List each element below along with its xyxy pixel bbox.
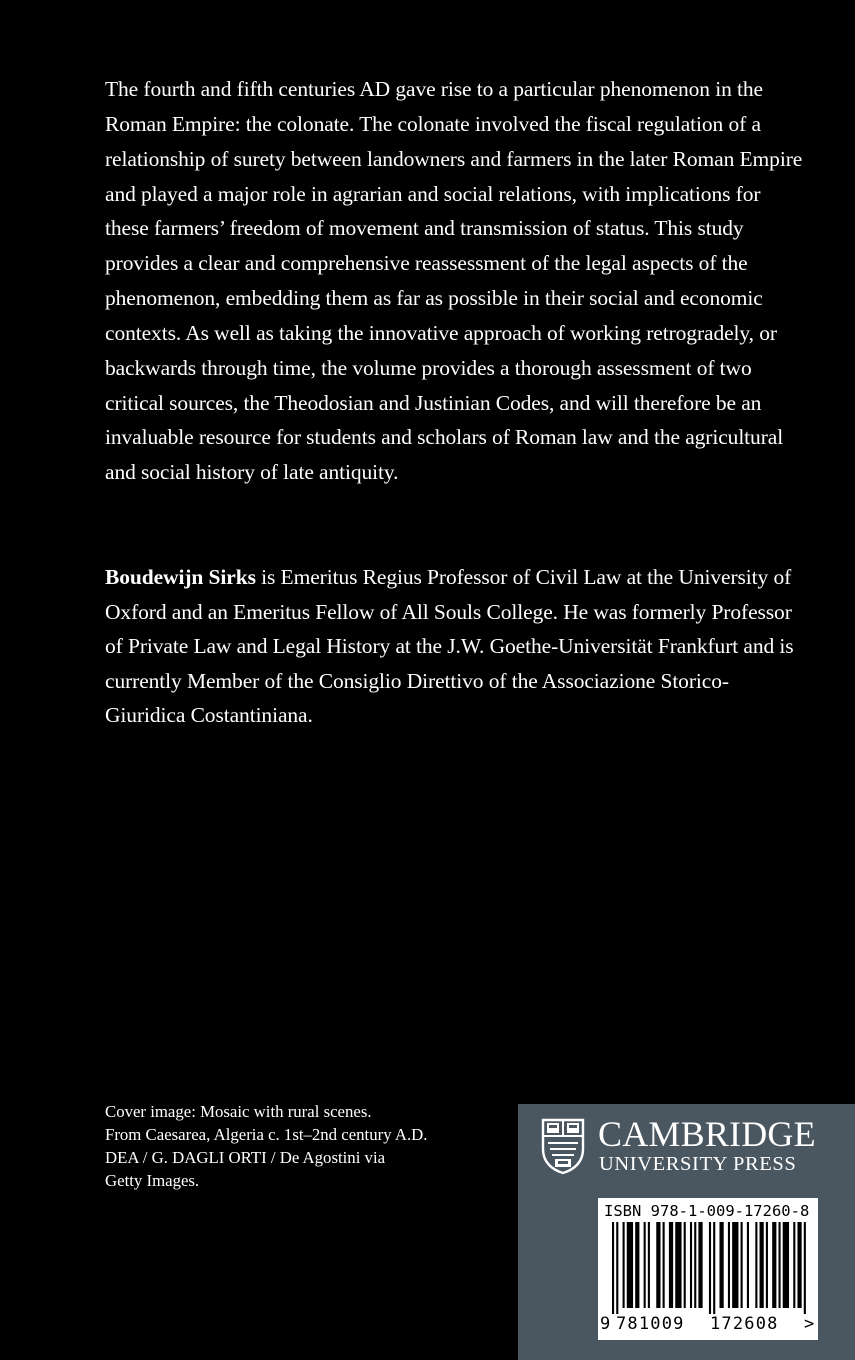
credit-line: Cover image: Mosaic with rural scenes. <box>105 1102 372 1121</box>
barcode-bar <box>755 1222 757 1308</box>
barcode-bar <box>644 1222 646 1308</box>
isbn-label: ISBN 978-1-009-17260-8 <box>604 1202 810 1220</box>
barcode-digit-group-right: 172608 <box>710 1314 779 1334</box>
credit-line: From Caesarea, Algeria c. 1st–2nd century A.D. <box>105 1125 428 1144</box>
barcode-bar <box>656 1222 660 1308</box>
barcode-bar <box>804 1222 806 1314</box>
publisher-name: CAMBRIDGE <box>598 1114 816 1154</box>
author-name: Boudewijn Sirks <box>105 565 256 589</box>
barcode-bar <box>760 1222 764 1308</box>
cover-credits <box>105 1100 505 1192</box>
barcode-digits <box>598 1310 818 1338</box>
barcode-bar <box>719 1222 723 1308</box>
publisher-subline: UNIVERSITY PRESS <box>599 1153 797 1175</box>
barcode-bar <box>684 1222 686 1308</box>
barcode-bar <box>778 1222 780 1308</box>
barcode-bar <box>698 1222 702 1308</box>
barcode-bar <box>694 1222 696 1308</box>
book-description: The fourth and fifth centuries AD gave rise to a particular phenomenon in the Roman Empire: the colonate. The colonate involved the fiscal regulation of a relationship of surety between landowners and farmers in the later Roman Empire and played a major role in agrarian and social relations, with implications for these farmers’ freedom of movement and transmission of status. This study provides a clear and comprehensive reassessment of the legal aspects of the phenomenon, embedding them as far as possible in their social and economic contexts. As well as taking the innovative approach of working retrogradely, or backwards through time, the volume provides a thorough assessment of two critical sources, the Theodosian and Justinian Codes, and will therefore be an invaluable resource for students and scholars of Roman law and the agricultural and social history of late antiquity. <box>105 77 803 485</box>
barcode-bar <box>669 1222 673 1308</box>
barcode-bar <box>741 1222 743 1308</box>
author-bio-text: is Emeritus Regius Professor of Civil Law at the University of Oxford and an Emeritus Fellow of All Souls College. He was formerly Professor of Private Law and Legal History at the J.W. Goethe-Universität Frankfurt and is currently Member of the Consiglio Direttivo of the Associazione Storico-Giuridica Costantiniana. <box>105 565 794 727</box>
barcode-bar <box>635 1222 639 1308</box>
barcode-bar <box>728 1222 730 1308</box>
barcode-end-marker: > <box>804 1314 815 1334</box>
barcode-bar <box>612 1222 614 1314</box>
barcode-bar <box>675 1222 681 1308</box>
barcode-bar <box>690 1222 692 1308</box>
barcode-bar <box>793 1222 795 1308</box>
barcode-digit-first: 9 <box>600 1314 611 1334</box>
credit-line: DEA / G. DAGLI ORTI / De Agostini via <box>105 1148 386 1167</box>
barcode-bar <box>783 1222 789 1308</box>
publisher-panel <box>518 1104 855 1360</box>
barcode-bar <box>772 1222 776 1308</box>
barcode-bar <box>623 1222 625 1308</box>
isbn-barcode <box>598 1198 818 1340</box>
cambridge-shield-icon <box>540 1117 586 1175</box>
barcode-bar <box>709 1222 711 1314</box>
credit-line: Getty Images. <box>105 1171 200 1190</box>
barcode-digit-group-left: 781009 <box>616 1314 685 1334</box>
barcode-bars <box>612 1222 808 1314</box>
barcode-bar <box>747 1222 749 1308</box>
barcode-bar <box>713 1222 715 1314</box>
barcode-bar <box>663 1222 665 1308</box>
author-bio <box>105 560 795 733</box>
barcode-bar <box>627 1222 633 1308</box>
barcode-bar <box>797 1222 801 1308</box>
barcode-bar <box>648 1222 650 1308</box>
barcode-bar <box>766 1222 768 1308</box>
barcode-bar <box>616 1222 618 1314</box>
barcode-bar <box>732 1222 738 1308</box>
